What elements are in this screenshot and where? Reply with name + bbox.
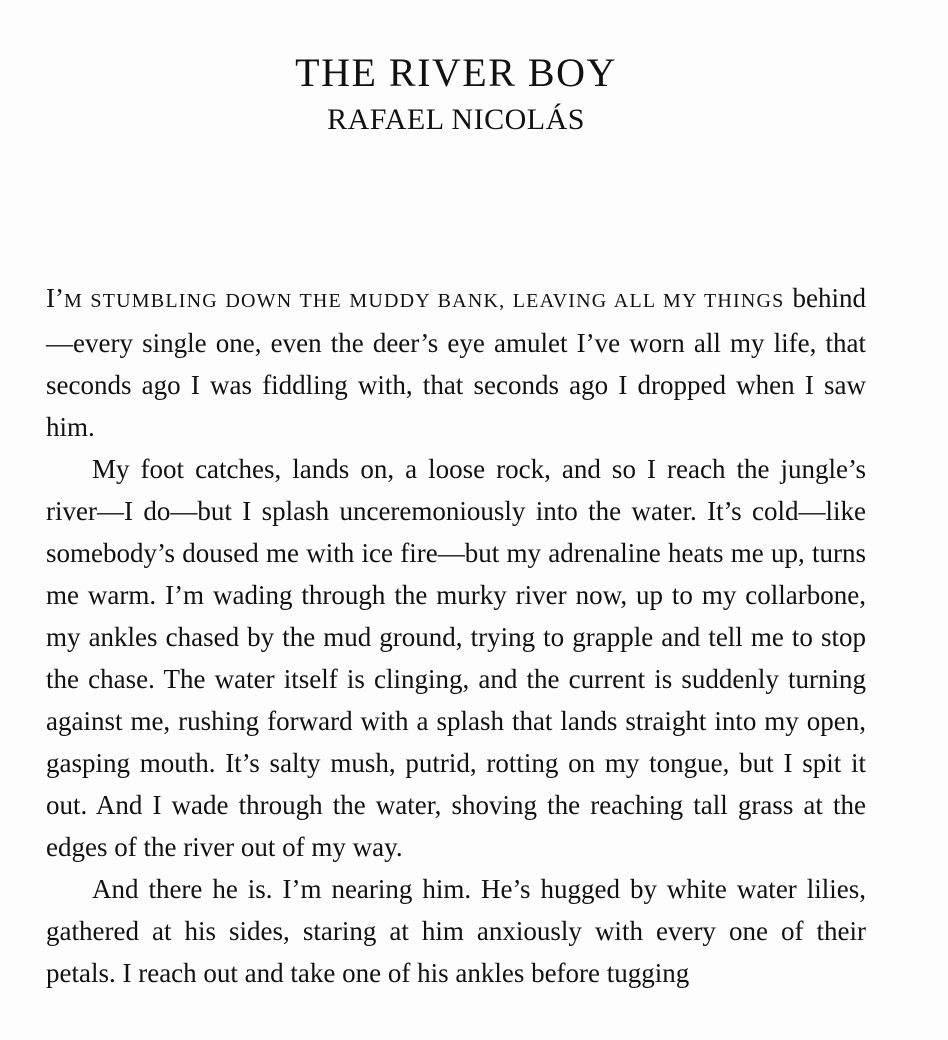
title-block xyxy=(0,50,912,138)
paragraph-1-text: behind—every single one, even the deer’s eye amulet I’ve worn all my life, that seconds ago I was fiddling with, that seconds ago I dropped when I saw him. xyxy=(46,283,866,442)
story-body xyxy=(46,277,866,994)
paragraph-3: And there he is. I’m nearing him. He’s hugged by white water lilies, gathered at his sides, staring at him anxiously with every one of their petals. I reach out and take one of his ankles before tugging xyxy=(46,874,866,988)
story-title: THE RIVER BOY xyxy=(295,50,617,95)
lead-capital: I’ xyxy=(46,283,64,313)
author-name: RAFAEL NICOLÁS xyxy=(327,103,585,136)
paragraph-1 xyxy=(46,277,866,448)
lead-small-caps: M STUMBLING DOWN THE MUDDY BANK, LEAVING ALL MY THINGS xyxy=(63,290,785,312)
paragraph-2: My foot catches, lands on, a loose rock, and so I reach the jungle’s river—I do—but I splash unceremoniously into the water. It’s cold—like somebody’s doused me with ice fire—but my adrenaline heats me up, turns me warm. I’m wading through the murky river now, up to my collarbone, my ankles chased by the mud ground, trying to grapple and tell me to stop the chase. The water itself is clinging, and the current is suddenly turning against me, rushing forward with a splash that lands straight into my open, gasping mouth. It’s salty mush, putrid, rotting on my tongue, but I spit it out. And I wade through the water, shoving the reaching tall grass at the edges of the river out of my way. xyxy=(46,454,866,862)
